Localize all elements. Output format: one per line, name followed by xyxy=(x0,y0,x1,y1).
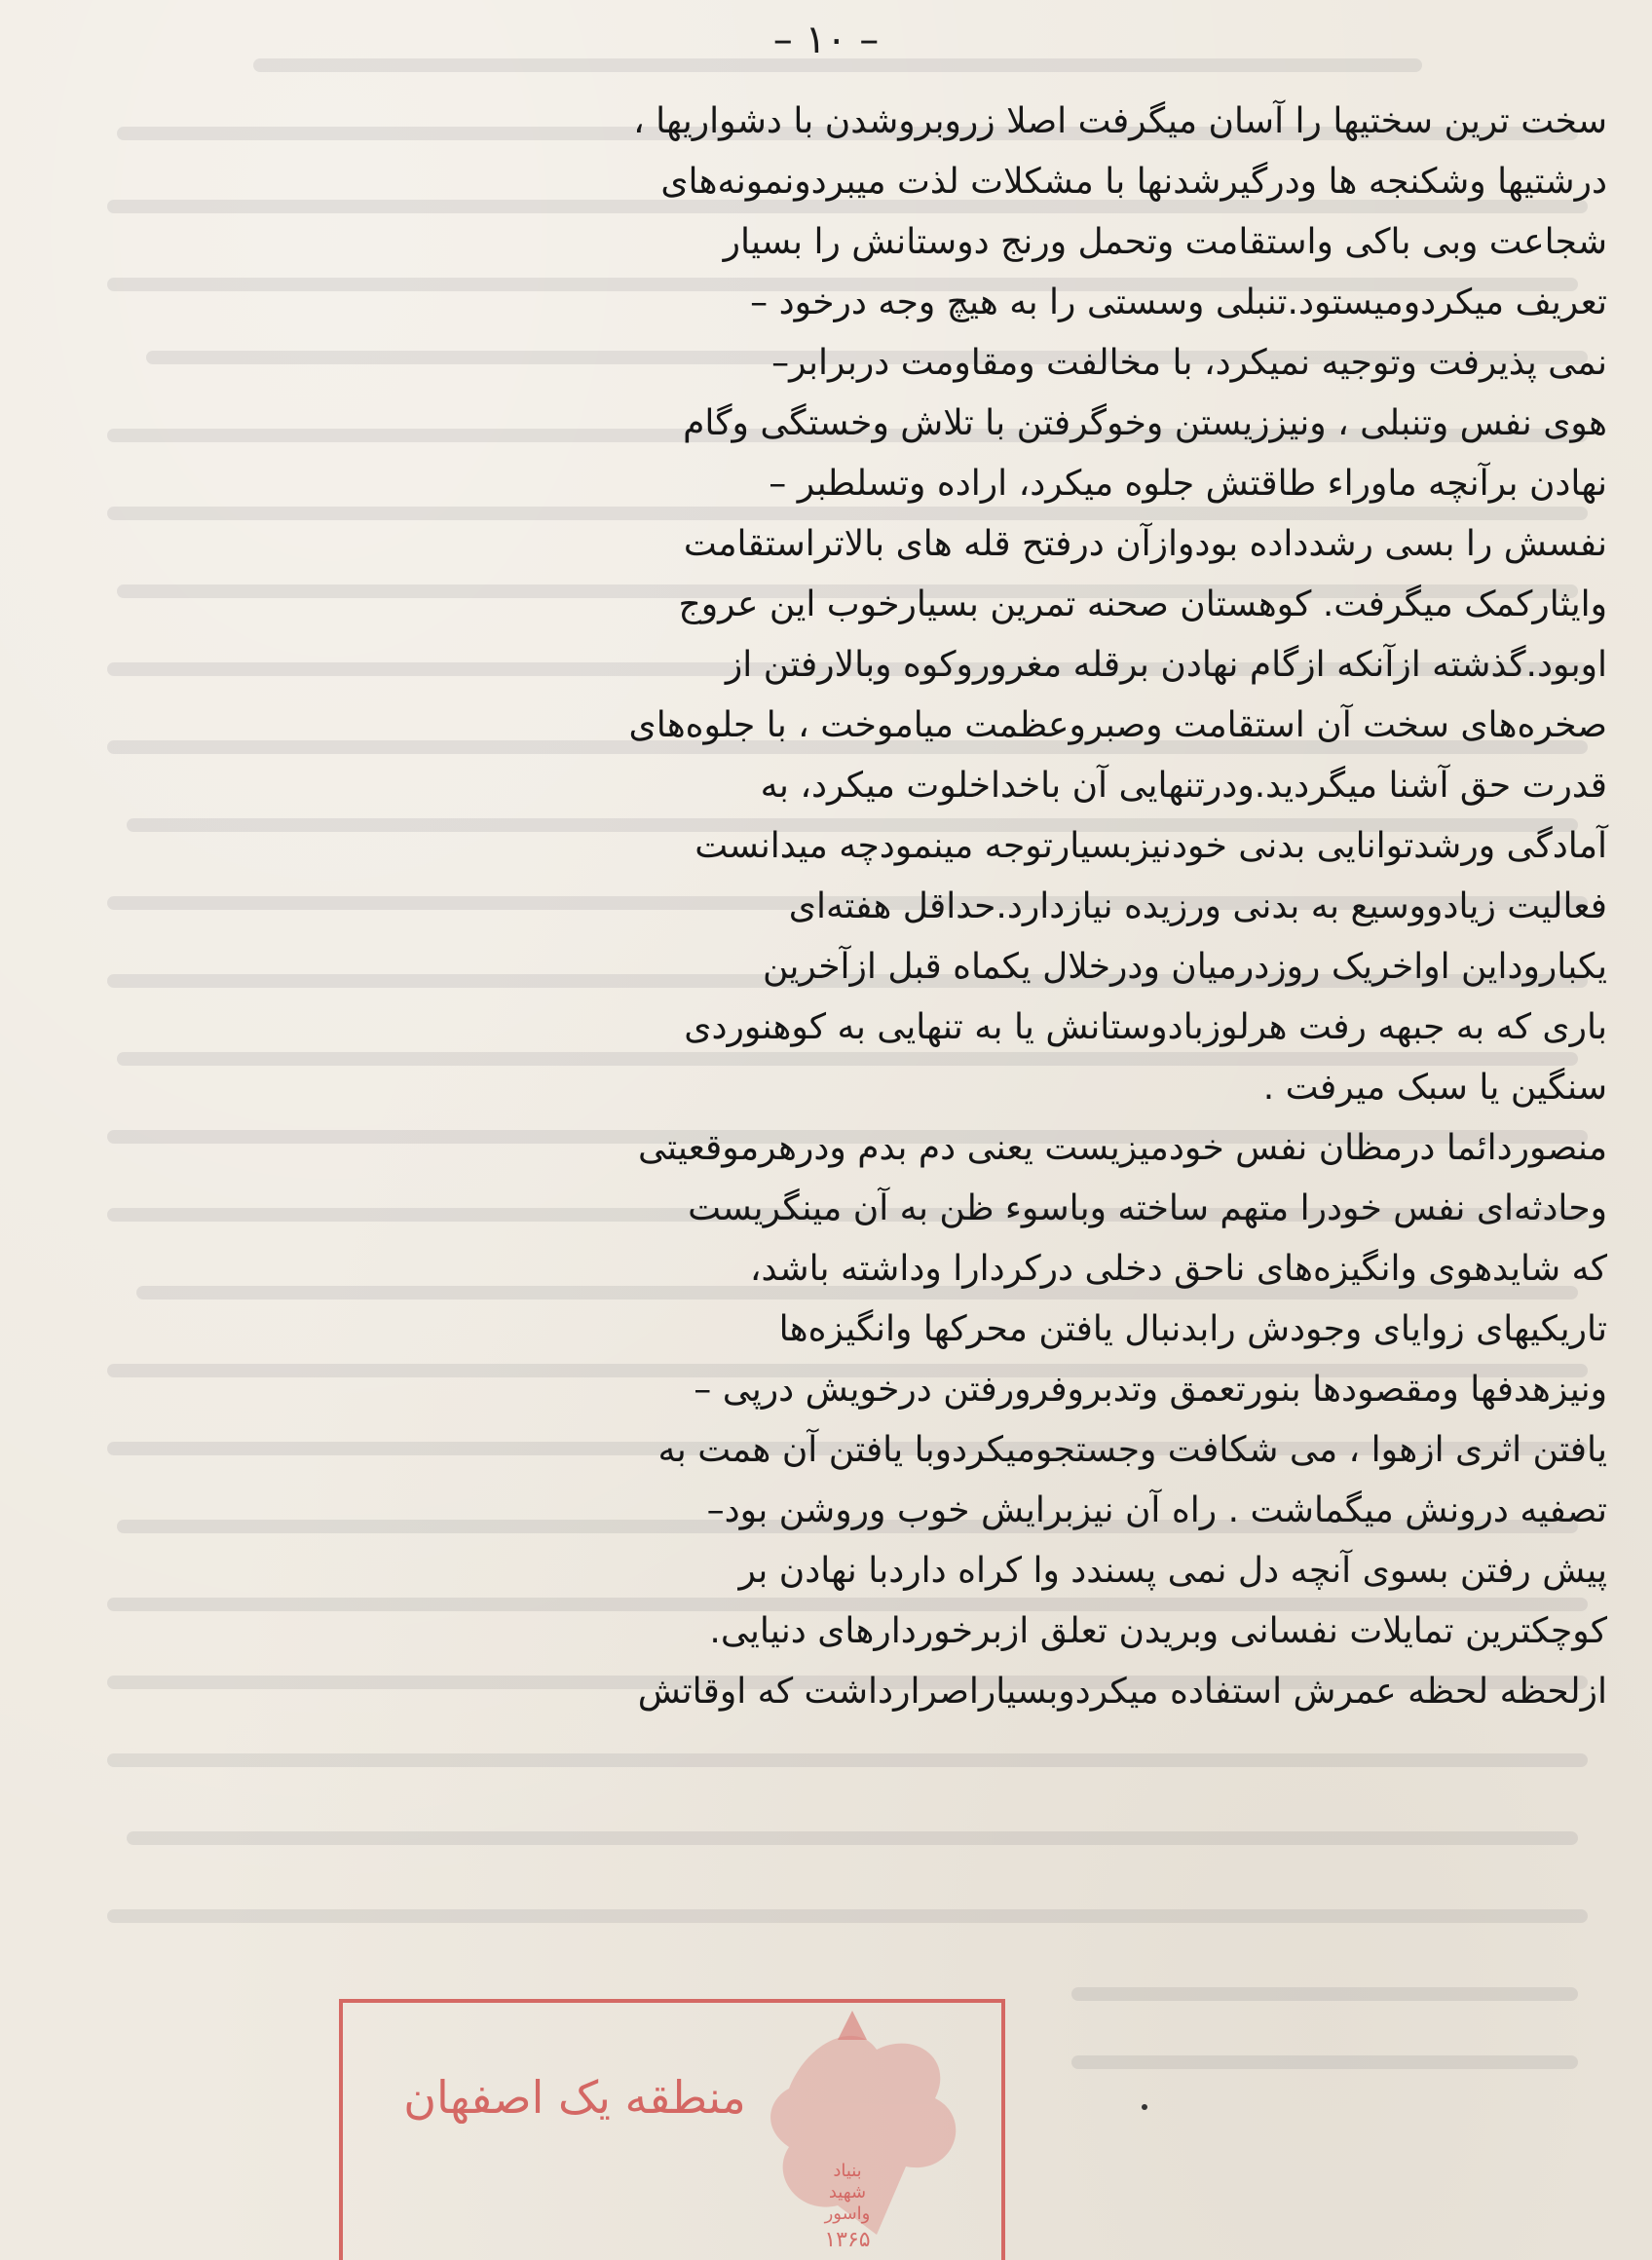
text-line: فعالیت زیادووسیع به بدنی ورزیده نیازدارد.حداقل هفته‌ای xyxy=(788,886,1607,926)
text-line: کوچکترین تمایلات نفسانی وبریدن تعلق ازبرخوردارهای دنیایی. xyxy=(709,1611,1607,1651)
text-line: منصوردائما درمظان نفس خودمیزیست یعنی دم بدم ودرهرموقعیتی xyxy=(637,1128,1607,1168)
text-line: صخره‌های سخت آن استقامت وصبروعظمت میاموخت ، با جلوه‌های xyxy=(628,705,1607,745)
stamp-subline: ۱۳۶۵ xyxy=(824,2228,871,2252)
ink-dot xyxy=(1142,2104,1147,2110)
text-line: آمادگی ورشدتوانایی بدنی خودنیزبسیارتوجه مینمودچه میدانست xyxy=(695,826,1607,866)
text-line: شجاعت وبی باکی واستقامت وتحمل ورنج دوستانش را بسیار xyxy=(723,222,1607,262)
text-line: تعریف میکردومیستود.تنبلی وسستی را به هیچ وجه درخود – xyxy=(750,282,1607,322)
text-line: یافتن اثری ازهوا ، می شکافت وجستجومیکردوبا یافتن آن همت به xyxy=(657,1430,1607,1470)
text-line: نهادن برآنچه ماوراء طاقتش جلوه میکرد، اراده وتسلطبر – xyxy=(769,464,1607,504)
text-line: نمی پذیرفت وتوجیه نمیکرد، با مخالفت ومقاومت دربرابر– xyxy=(771,343,1607,383)
text-line: وحادثه‌ای نفس خودرا متهم ساخته وباسوء ظن به آن مینگریست xyxy=(688,1188,1607,1228)
text-line: قدرت حق آشنا میگردید.ودرتنهایی آن باخداخلوت میکرد، به xyxy=(760,766,1607,806)
text-line: نفسش را بسی رشدداده بودوازآن درفتح قله های بالاتراستقامت xyxy=(683,524,1607,564)
stamp-subline: بنیاد xyxy=(833,2161,862,2181)
text-line: پیش رفتن بسوی آنچه دل نمی پسندد وا کراه داردبا نهادن بر xyxy=(738,1551,1607,1591)
stamp-title: منطقه یک اصفهان xyxy=(403,2071,746,2124)
text-line: ازلحظه لحظه عمرش استفاده میکردوبسیاراصرارداشت که اوقاتش xyxy=(637,1672,1607,1712)
text-line: اوبود.گذشته ازآنکه ازگام نهادن برقله مغروروکوه وبالارفتن از xyxy=(725,645,1607,685)
text-line: باری که به جبهه رفت هرلوزبادوستانش یا به تنهایی به کوهنوردی xyxy=(684,1007,1607,1047)
text-line: ونیزهدفها ومقصودها بنورتعمق وتدبروفرورفتن درخویش درپی – xyxy=(694,1370,1607,1410)
text-line: هوی نفس وتنبلی ، ونیززیستن وخوگرفتن با تلاش وخستگی وگام xyxy=(683,403,1607,443)
text-line: سخت ترین سختیها را آسان میگرفت اصلا زروبروشدن با دشواریها ، xyxy=(633,101,1607,141)
stamp-subline: واسور xyxy=(824,2204,871,2224)
text-line: یکباروداین اواخریک روزدرمیان ودرخلال یکماه قبل ازآخرین xyxy=(763,947,1607,987)
text-line: درشتیها وشکنجه ها ودرگیرشدنها با مشکلات لذت میبردونمونه‌های xyxy=(660,162,1607,202)
stamp-subline: شهید xyxy=(828,2182,867,2203)
text-line: وایثارکمک میگرفت. کوهستان صحنه تمرین بسیارخوب این عروج xyxy=(678,584,1607,624)
body-text xyxy=(97,92,1607,1722)
text-line: تصفیه درونش میگماشت . راه آن نیزبرایش خوب وروشن بود– xyxy=(706,1490,1607,1530)
text-line: سنگین یا سبک میرفت . xyxy=(1262,1068,1607,1108)
text-line: تاریکیهای زوایای وجودش رابدنبال یافتن محرکها وانگیزه‌ها xyxy=(778,1309,1607,1349)
page-number: – ۱۰ – xyxy=(772,18,880,62)
red-stamp xyxy=(331,1981,1013,2260)
text-line: که شایدهوی وانگیزه‌های ناحق دخلی درکردارا وداشته باشد، xyxy=(749,1249,1607,1289)
